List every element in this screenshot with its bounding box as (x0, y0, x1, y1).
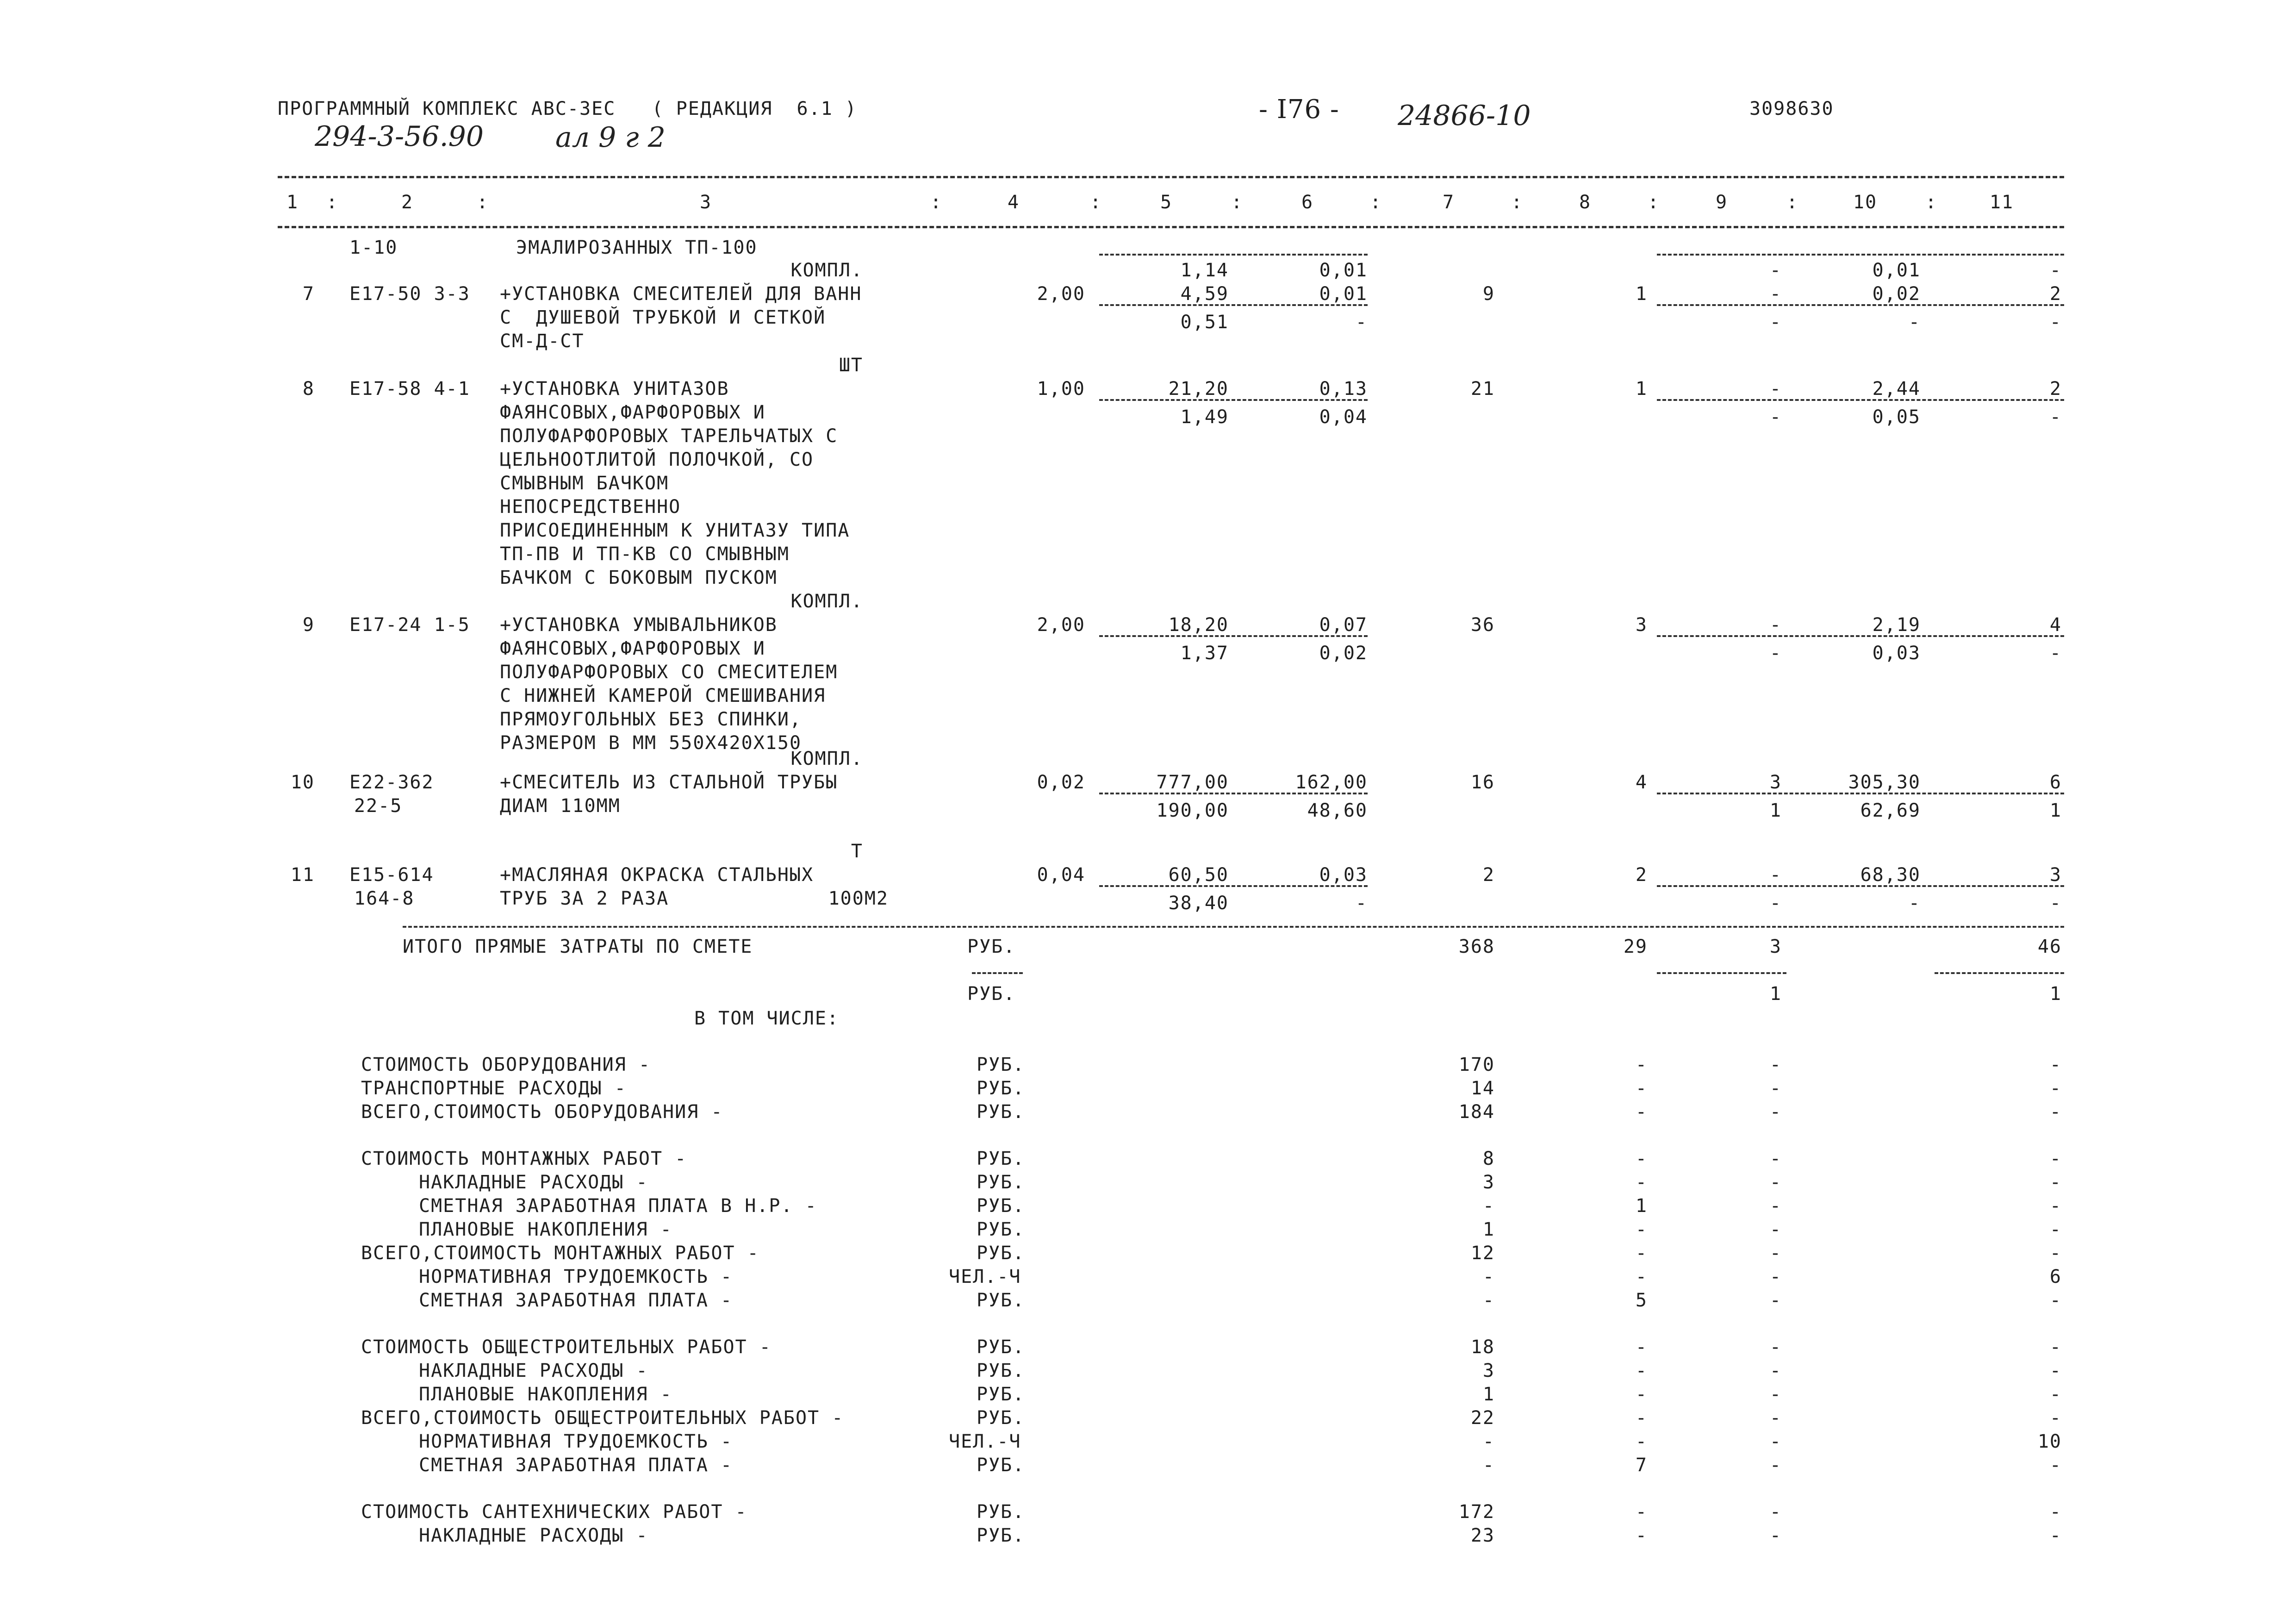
row-c5-value: 18,20 (1168, 614, 1229, 636)
row-unit: КОМПЛ. (790, 748, 863, 769)
row-description-line: СМЫВНЫМ БАЧКОМ (500, 473, 669, 494)
summary-label: ПЛАНОВЫЕ НАКОПЛЕНИЯ - (419, 1219, 672, 1240)
value-separator (1099, 254, 1368, 256)
summary-c7: - (1482, 1266, 1495, 1287)
row-qty: 0,04 (1037, 864, 1085, 886)
column-separator: : (1925, 192, 1938, 213)
row-number: 9 (302, 614, 315, 636)
summary-c8: - (1635, 1431, 1648, 1452)
row-c11-value: 3 (2049, 864, 2062, 886)
row-c10-value: 0,01 (1872, 260, 1921, 281)
summary-c9: - (1769, 1455, 1782, 1476)
value-separator (1657, 304, 2064, 306)
summary-c7: - (1482, 1455, 1495, 1476)
summary-c8: - (1635, 1243, 1648, 1264)
summary-c7: 18 (1470, 1337, 1495, 1358)
value-separator (1099, 399, 1368, 401)
row-code: 1-10 (349, 237, 398, 258)
row-code: Е17-58 4-1 (349, 378, 470, 400)
column-separator: : (1090, 192, 1102, 213)
row-unit: ШТ (839, 355, 863, 376)
summary-c9: - (1769, 1431, 1782, 1452)
row-c10-value: 0,02 (1872, 283, 1921, 305)
row-description-line: С ДУШЕВОЙ ТРУБКОЙ И СЕТКОЙ (500, 307, 826, 328)
summary-unit: РУБ. (977, 1360, 1025, 1381)
program-title: ПРОГРАММНЫЙ КОМПЛЕКС АВС-3ЕС ( РЕДАКЦИЯ 6.1 ) (278, 98, 857, 119)
row-c9-value: - (1769, 312, 1782, 333)
summary-label: СМЕТНАЯ ЗАРАБОТНАЯ ПЛАТА В Н.Р. - (419, 1195, 817, 1217)
summary-c9: - (1769, 1078, 1782, 1099)
summary-unit: РУБ. (977, 1172, 1025, 1193)
column-separator: : (1786, 192, 1799, 213)
row-c6-value: 0,01 (1319, 283, 1368, 305)
totals-mid-rule (1935, 972, 2064, 974)
column-header-4: 4 (1007, 192, 1020, 213)
row-c7-value: 21 (1470, 378, 1495, 400)
row-c6-value: 0,04 (1319, 406, 1368, 428)
row-c11-value: 2 (2049, 283, 2062, 305)
summary-unit: РУБ. (977, 1501, 1025, 1523)
summary-c8: - (1635, 1337, 1648, 1358)
totals-unit: РУБ. (967, 936, 1016, 957)
value-separator (1657, 885, 2064, 887)
summary-label: СМЕТНАЯ ЗАРАБОТНАЯ ПЛАТА - (419, 1455, 733, 1476)
totals-label: ИТОГО ПРЯМЫЕ ЗАТРАТЫ ПО СМЕТЕ (403, 936, 753, 957)
column-separator: : (1511, 192, 1524, 213)
column-header-8: 8 (1579, 192, 1592, 213)
row-c6-value: - (1355, 893, 1368, 914)
summary-c9: - (1769, 1243, 1782, 1264)
summary-c11: 6 (2049, 1266, 2062, 1287)
summary-c8: - (1635, 1172, 1648, 1193)
column-separator: : (930, 192, 943, 213)
row-c10-value: 2,44 (1872, 378, 1921, 400)
row-qty: 1,00 (1037, 378, 1085, 400)
summary-label: НОРМАТИВНАЯ ТРУДОЕМКОСТЬ - (419, 1431, 733, 1452)
summary-c7: - (1482, 1290, 1495, 1311)
totals-c7: 368 (1458, 936, 1495, 957)
row-c11-value: - (2049, 643, 2062, 664)
column-header-7: 7 (1442, 192, 1455, 213)
row-c7-value: 2 (1482, 864, 1495, 886)
summary-label: ВСЕГО,СТОИМОСТЬ ОБЩЕСТРОИТЕЛЬНЫХ РАБОТ - (361, 1407, 844, 1429)
summary-unit: РУБ. (977, 1407, 1025, 1429)
row-description-line: +МАСЛЯНАЯ ОКРАСКА СТАЛЬНЫХ (500, 864, 814, 886)
summary-c11: - (2049, 1455, 2062, 1476)
summary-label: ВСЕГО,СТОИМОСТЬ МОНТАЖНЫХ РАБОТ - (361, 1243, 759, 1264)
row-c6-value: 162,00 (1295, 772, 1368, 793)
summary-unit: РУБ. (977, 1290, 1025, 1311)
row-description-line: ТП-ПВ И ТП-КВ СО СМЫВНЫМ (500, 543, 790, 565)
summary-c11: - (2049, 1195, 2062, 1217)
row-description-line: +УСТАНОВКА УНИТАЗОВ (500, 378, 729, 400)
row-description-line: С НИЖНЕЙ КАМЕРОЙ СМЕШИВАНИЯ (500, 685, 826, 706)
summary-c8: - (1635, 1501, 1648, 1523)
summary-c8: - (1635, 1101, 1648, 1123)
totals-top-rule (403, 926, 2064, 928)
row-c9-value: - (1769, 260, 1782, 281)
summary-label: ТРАНСПОРТНЫЕ РАСХОДЫ - (361, 1078, 627, 1099)
row-description-line: ДИАМ 110ММ (500, 795, 621, 817)
row-c5-value: 190,00 (1156, 800, 1229, 821)
row-number: 11 (290, 864, 315, 886)
totals-c11: 46 (2037, 936, 2062, 957)
row-c5-value: 1,14 (1180, 260, 1229, 281)
summary-c11: - (2049, 1407, 2062, 1429)
value-separator (1657, 399, 2064, 401)
totals-c9b: 1 (1769, 983, 1782, 1005)
row-c6-value: 0,07 (1319, 614, 1368, 636)
row-description-line: ПРЯМОУГОЛЬНЫХ БЕЗ СПИНКИ, (500, 709, 802, 730)
row-c8-value: 3 (1635, 614, 1648, 636)
totals-mid-rule (972, 972, 1023, 974)
row-c6-value: - (1355, 312, 1368, 333)
summary-c9: - (1769, 1501, 1782, 1523)
row-c10-value: 305,30 (1848, 772, 1921, 793)
doc-number-handwritten: 24866-10 (1398, 100, 1531, 132)
summary-label: СМЕТНАЯ ЗАРАБОТНАЯ ПЛАТА - (419, 1290, 733, 1311)
summary-c11: - (2049, 1360, 2062, 1381)
summary-c7: 1 (1482, 1384, 1495, 1405)
row-c8-value: 2 (1635, 864, 1648, 886)
row-unit: КОМПЛ. (790, 591, 863, 612)
summary-c7: 12 (1470, 1243, 1495, 1264)
summary-c11: - (2049, 1384, 2062, 1405)
row-c10-value: 62,69 (1860, 800, 1921, 821)
row-c11-value: 2 (2049, 378, 2062, 400)
row-qty: 2,00 (1037, 614, 1085, 636)
totals-unit-2: РУБ. (967, 983, 1016, 1005)
summary-c7: 14 (1470, 1078, 1495, 1099)
summary-unit: РУБ. (977, 1054, 1025, 1075)
row-c11-value: 1 (2049, 800, 2062, 821)
totals-c9: 3 (1769, 936, 1782, 957)
row-unit: КОМПЛ. (790, 260, 863, 281)
summary-c9: - (1769, 1384, 1782, 1405)
row-qty: 2,00 (1037, 283, 1085, 305)
row-description-line: ЦЕЛЬНООТЛИТОЙ ПОЛОЧКОЙ, СО (500, 449, 814, 470)
summary-c11: - (2049, 1525, 2062, 1546)
row-c10-value: 0,05 (1872, 406, 1921, 428)
column-header-6: 6 (1301, 192, 1314, 213)
summary-unit: РУБ. (977, 1243, 1025, 1264)
row-description-line: ФАЯНСОВЫХ,ФАРФОРОВЫХ И (500, 402, 765, 423)
row-c7-value: 16 (1470, 772, 1495, 793)
row-description-line: ПОЛУФАРФОРОВЫХ СО СМЕСИТЕЛЕМ (500, 662, 838, 683)
row-c9-value: - (1769, 406, 1782, 428)
row-c7-value: 9 (1482, 283, 1495, 305)
row-c10-value: - (1908, 312, 1921, 333)
totals-mid-rule (1657, 972, 1786, 974)
summary-c7: 8 (1482, 1148, 1495, 1169)
summary-unit: РУБ. (977, 1195, 1025, 1217)
summary-unit: РУБ. (977, 1384, 1025, 1405)
summary-c7: 184 (1458, 1101, 1495, 1123)
row-c5-value: 1,37 (1180, 643, 1229, 664)
summary-c11: - (2049, 1219, 2062, 1240)
column-header-1: 1 (286, 192, 299, 213)
row-c9-value: - (1769, 864, 1782, 886)
summary-c7: 3 (1482, 1172, 1495, 1193)
row-description-line: +СМЕСИТЕЛЬ ИЗ СТАЛЬНОЙ ТРУБЫ (500, 772, 838, 793)
row-code: Е17-50 3-3 (349, 283, 470, 305)
page-number: - I76 - (1259, 94, 1339, 125)
summary-c7: 3 (1482, 1360, 1495, 1381)
header-top-rule (278, 176, 2064, 178)
row-c10-value: 0,03 (1872, 643, 1921, 664)
column-separator: : (326, 192, 339, 213)
summary-label: ПЛАНОВЫЕ НАКОПЛЕНИЯ - (419, 1384, 672, 1405)
summary-label: СТОИМОСТЬ ОБОРУДОВАНИЯ - (361, 1054, 651, 1075)
row-c8-value: 4 (1635, 772, 1648, 793)
summary-c11: - (2049, 1172, 2062, 1193)
row-c9-value: - (1769, 614, 1782, 636)
summary-unit: ЧЕЛ.-Ч (949, 1266, 1021, 1287)
row-number: 10 (290, 772, 315, 793)
value-separator (1657, 635, 2064, 637)
summary-c8: 1 (1635, 1195, 1648, 1217)
row-description-line: СМ-Д-СТ (500, 331, 585, 352)
summary-c8: - (1635, 1407, 1648, 1429)
row-c10-value: 68,30 (1860, 864, 1921, 886)
totals-c8: 29 (1623, 936, 1648, 957)
column-separator: : (1231, 192, 1244, 213)
row-c7-value: 36 (1470, 614, 1495, 636)
row-description-line: +УСТАНОВКА УМЫВАЛЬНИКОВ (500, 614, 778, 636)
row-description-line: ФАЯНСОВЫХ,ФАРФОРОВЫХ И (500, 638, 765, 659)
row-number: 8 (302, 378, 315, 400)
summary-unit: РУБ. (977, 1525, 1025, 1546)
row-c11-value: - (2049, 312, 2062, 333)
row-description-line: ПОЛУФАРФОРОВЫХ ТАРЕЛЬЧАТЫХ С (500, 425, 838, 447)
row-c11-value: - (2049, 406, 2062, 428)
summary-label: НАКЛАДНЫЕ РАСХОДЫ - (419, 1172, 648, 1193)
row-c6-value: 0,01 (1319, 260, 1368, 281)
summary-c11: - (2049, 1501, 2062, 1523)
summary-label: СТОИМОСТЬ МОНТАЖНЫХ РАБОТ - (361, 1148, 687, 1169)
row-description-line: ПРИСОЕДИНЕННЫМ К УНИТАЗУ ТИПА (500, 520, 850, 541)
summary-c8: - (1635, 1384, 1648, 1405)
summary-c9: - (1769, 1148, 1782, 1169)
row-description-line: ЭМАЛИРОЗАННЫХ ТП-100 (516, 237, 758, 258)
summary-c9: - (1769, 1360, 1782, 1381)
column-header-11: 11 (1989, 192, 2014, 213)
summary-unit: РУБ. (977, 1101, 1025, 1123)
summary-c8: - (1635, 1054, 1648, 1075)
summary-label: НАКЛАДНЫЕ РАСХОДЫ - (419, 1360, 648, 1381)
row-c6-value: 0,13 (1319, 378, 1368, 400)
header-bottom-rule (278, 226, 2064, 228)
last-row-unit: 100М2 (828, 888, 889, 909)
summary-c8: - (1635, 1525, 1648, 1546)
row-c9-value: 3 (1769, 772, 1782, 793)
summary-c8: - (1635, 1266, 1648, 1287)
summary-c11: - (2049, 1337, 2062, 1358)
summary-c11: - (2049, 1243, 2062, 1264)
row-c11-value: - (2049, 893, 2062, 914)
row-c6-value: 0,02 (1319, 643, 1368, 664)
summary-c8: 7 (1635, 1455, 1648, 1476)
row-c11-value: - (2049, 260, 2062, 281)
summary-c11: - (2049, 1054, 2062, 1075)
row-description-line: +УСТАНОВКА СМЕСИТЕЛЕЙ ДЛЯ ВАНН (500, 283, 862, 305)
row-c8-value: 1 (1635, 378, 1648, 400)
row-c10-value: 2,19 (1872, 614, 1921, 636)
summary-c9: - (1769, 1101, 1782, 1123)
row-code: Е17-24 1-5 (349, 614, 470, 636)
project-code-handwritten: 294-3-56.90 (315, 120, 484, 153)
summary-label: ВСЕГО,СТОИМОСТЬ ОБОРУДОВАНИЯ - (361, 1101, 723, 1123)
summary-c8: - (1635, 1078, 1648, 1099)
row-c10-value: - (1908, 893, 1921, 914)
summary-c9: - (1769, 1054, 1782, 1075)
including-label: В ТОМ ЧИСЛЕ: (694, 1008, 839, 1029)
summary-c7: 170 (1458, 1054, 1495, 1075)
summary-c9: - (1769, 1195, 1782, 1217)
summary-unit: РУБ. (977, 1078, 1025, 1099)
row-c9-value: - (1769, 893, 1782, 914)
row-c6-value: 0,03 (1319, 864, 1368, 886)
summary-c9: - (1769, 1219, 1782, 1240)
summary-c8: - (1635, 1148, 1648, 1169)
row-c5-value: 1,49 (1180, 406, 1229, 428)
row-c5-value: 60,50 (1168, 864, 1229, 886)
summary-unit: ЧЕЛ.-Ч (949, 1431, 1021, 1452)
row-c5-value: 0,51 (1180, 312, 1229, 333)
column-header-2: 2 (401, 192, 414, 213)
column-separator: : (1370, 192, 1382, 213)
summary-unit: РУБ. (977, 1148, 1025, 1169)
value-separator (1099, 793, 1368, 794)
row-qty: 0,02 (1037, 772, 1085, 793)
row-code-secondary: 164-8 (354, 888, 415, 909)
value-separator (1657, 254, 2064, 256)
row-c5-value: 21,20 (1168, 378, 1229, 400)
summary-c11: 10 (2037, 1431, 2062, 1452)
row-c11-value: 6 (2049, 772, 2062, 793)
totals-c11b: 1 (2049, 983, 2062, 1005)
album-handwritten: ал 9 г 2 (555, 121, 666, 154)
summary-c7: - (1482, 1195, 1495, 1217)
row-c5-value: 777,00 (1156, 772, 1229, 793)
summary-c7: - (1482, 1431, 1495, 1452)
row-c9-value: - (1769, 643, 1782, 664)
column-separator: : (1648, 192, 1660, 213)
row-c9-value: - (1769, 378, 1782, 400)
row-description-line: НЕПОСРЕДСТВЕННО (500, 496, 681, 518)
column-header-9: 9 (1715, 192, 1728, 213)
row-description-line: ТРУБ ЗА 2 РАЗА (500, 888, 669, 909)
summary-c7: 23 (1470, 1525, 1495, 1546)
row-c5-value: 4,59 (1180, 283, 1229, 305)
row-c9-value: - (1769, 283, 1782, 305)
summary-label: НАКЛАДНЫЕ РАСХОДЫ - (419, 1525, 648, 1546)
row-code-secondary: 22-5 (354, 795, 403, 817)
column-header-5: 5 (1160, 192, 1173, 213)
row-unit: Т (851, 841, 863, 862)
summary-c11: - (2049, 1078, 2062, 1099)
summary-c9: - (1769, 1407, 1782, 1429)
column-header-3: 3 (699, 192, 712, 213)
summary-c8: - (1635, 1360, 1648, 1381)
summary-c9: - (1769, 1290, 1782, 1311)
column-separator: : (477, 192, 489, 213)
summary-label: НОРМАТИВНАЯ ТРУДОЕМКОСТЬ - (419, 1266, 733, 1287)
summary-c9: - (1769, 1525, 1782, 1546)
summary-c7: 22 (1470, 1407, 1495, 1429)
summary-c9: - (1769, 1337, 1782, 1358)
summary-label: СТОИМОСТЬ САНТЕХНИЧЕСКИХ РАБОТ - (361, 1501, 747, 1523)
summary-unit: РУБ. (977, 1219, 1025, 1240)
summary-c11: - (2049, 1101, 2062, 1123)
value-separator (1099, 304, 1368, 306)
doc-code: 3098630 (1749, 98, 1834, 119)
row-code: Е22-362 (349, 772, 434, 793)
summary-c11: - (2049, 1148, 2062, 1169)
summary-c8: 5 (1635, 1290, 1648, 1311)
summary-c8: - (1635, 1219, 1648, 1240)
value-separator (1099, 885, 1368, 887)
summary-unit: РУБ. (977, 1337, 1025, 1358)
row-c8-value: 1 (1635, 283, 1648, 305)
row-description-line: БАЧКОМ С БОКОВЫМ ПУСКОМ (500, 567, 778, 588)
summary-c9: - (1769, 1266, 1782, 1287)
summary-unit: РУБ. (977, 1455, 1025, 1476)
row-number: 7 (302, 283, 315, 305)
summary-c11: - (2049, 1290, 2062, 1311)
summary-c7: 172 (1458, 1501, 1495, 1523)
row-c5-value: 38,40 (1168, 893, 1229, 914)
row-c11-value: 4 (2049, 614, 2062, 636)
column-header-10: 10 (1853, 192, 1878, 213)
summary-label: СТОИМОСТЬ ОБЩЕСТРОИТЕЛЬНЫХ РАБОТ - (361, 1337, 772, 1358)
summary-c9: - (1769, 1172, 1782, 1193)
row-c6-value: 48,60 (1307, 800, 1368, 821)
row-c9-value: 1 (1769, 800, 1782, 821)
row-description-line: РАЗМЕРОМ В ММ 550Х420Х150 (500, 732, 802, 754)
summary-c7: 1 (1482, 1219, 1495, 1240)
value-separator (1099, 635, 1368, 637)
value-separator (1657, 793, 2064, 794)
row-code: Е15-614 (349, 864, 434, 886)
